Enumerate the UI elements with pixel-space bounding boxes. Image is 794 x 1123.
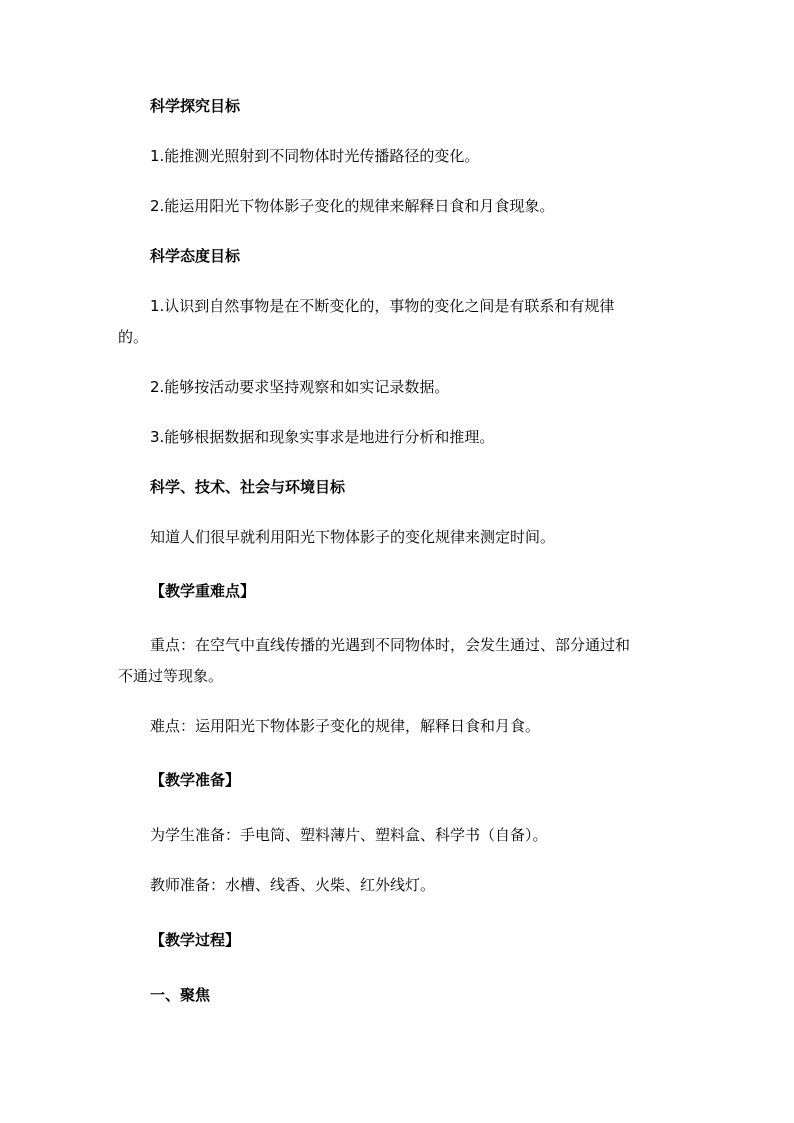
attitude-goal-2: 2.能够按活动要求坚持观察和如实记录数据。 <box>150 378 450 396</box>
attitude-goal-3: 3.能够根据数据和现象实事求是地进行分析和推理。 <box>150 428 495 446</box>
key-point-line-2: 不通过等现象。 <box>118 667 224 685</box>
attitude-goal-1-line-1: 1.认识到自然事物是在不断变化的，事物的变化之间是有联系和有规律 <box>150 297 615 315</box>
difficulty-point: 难点：运用阳光下物体影子变化的规律，解释日食和月食。 <box>150 717 541 735</box>
sts-goal-1: 知道人们很早就利用阳光下物体影子的变化规律来测定时间。 <box>150 528 556 546</box>
inquiry-goal-1: 1.能推测光照射到不同物体时光传播路径的变化。 <box>150 147 480 165</box>
process-step-1: 一、聚焦 <box>150 986 211 1004</box>
heading-inquiry-goals: 科学探究目标 <box>150 97 241 115</box>
prep-for-teacher: 教师准备：水槽、线香、火柴、红外线灯。 <box>150 876 436 894</box>
inquiry-goal-2: 2.能运用阳光下物体影子变化的规律来解释日食和月食现象。 <box>150 197 555 215</box>
prep-for-students: 为学生准备：手电筒、塑料薄片、塑料盒、科学书（自备）。 <box>150 826 548 844</box>
heading-process: 【教学过程】 <box>150 931 241 949</box>
heading-sts-goals: 科学、技术、社会与环境目标 <box>150 478 346 496</box>
key-point-line-1: 重点：在空气中直线传播的光遇到不同物体时，会发生通过、部分通过和 <box>150 636 631 654</box>
attitude-goal-1-line-2: 的。 <box>118 328 149 346</box>
heading-preparation: 【教学准备】 <box>150 771 241 789</box>
heading-key-points: 【教学重难点】 <box>150 582 256 600</box>
heading-attitude-goals: 科学态度目标 <box>150 247 241 265</box>
